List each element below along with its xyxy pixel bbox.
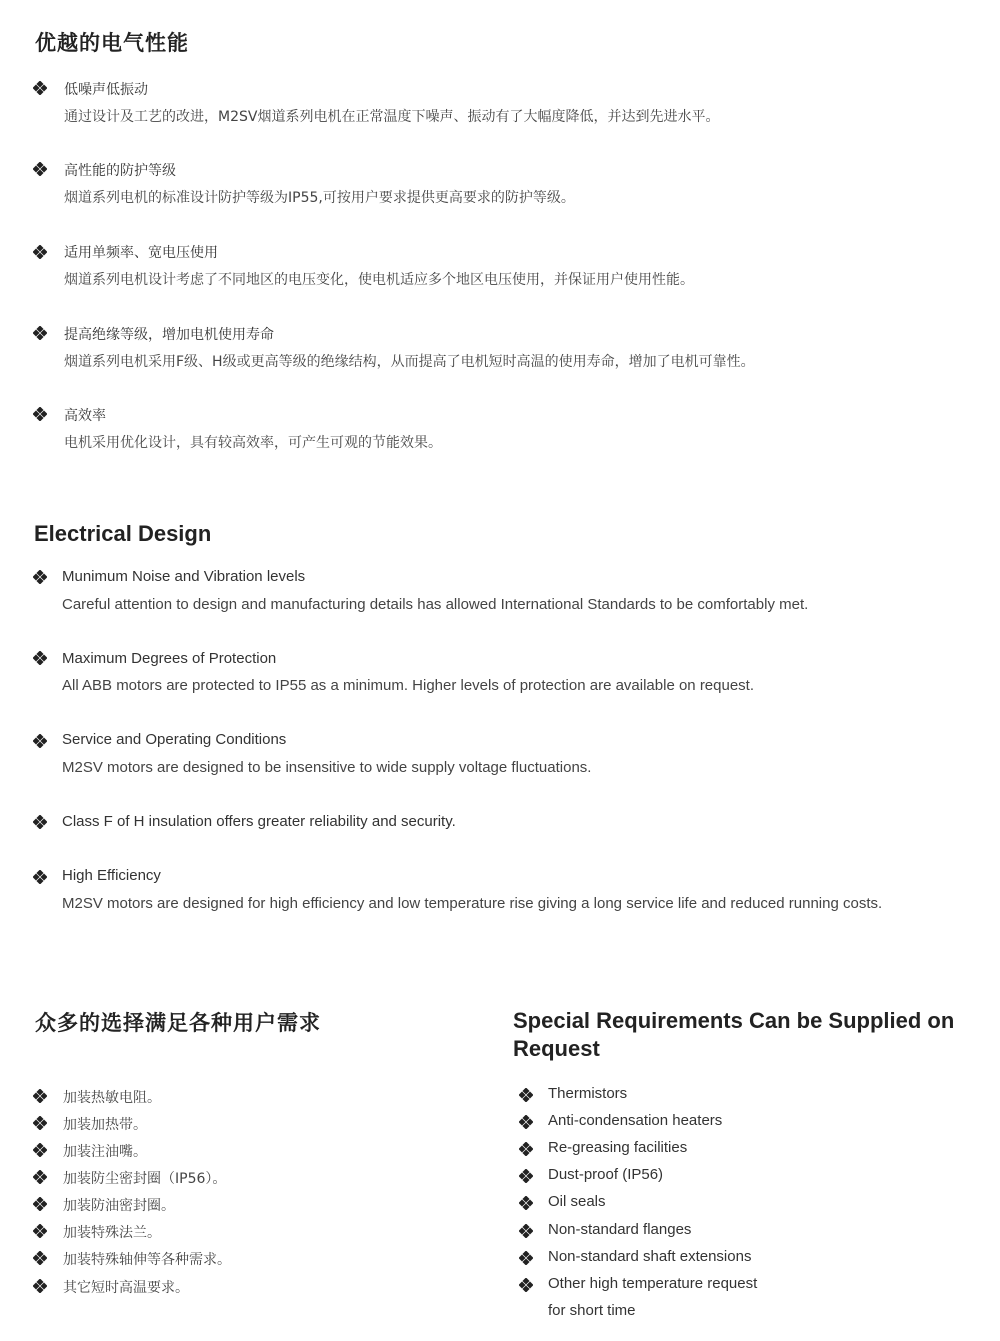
option-item: 加装加热带。 [63,1117,147,1133]
item-title: High Efficiency [62,867,161,884]
bullet-icon [519,1196,533,1210]
option-item: Anti-condensation heaters [548,1112,723,1129]
option-item: Non-standard flanges [548,1221,692,1238]
bullet-icon [33,570,47,584]
item-body: M2SV motors are designed to be insensitive to wide supply voltage fluctuations. [62,759,592,776]
bullet-icon [33,815,47,829]
bullet-icon [33,81,47,95]
option-item: Dust-proof (IP56) [548,1166,664,1183]
bullet-icon [33,870,47,884]
bullet-icon [519,1115,533,1129]
bullet-icon [519,1251,533,1265]
bullet-icon [33,1279,47,1293]
bullet-icon [519,1088,533,1102]
options-title-en-line1: Special Requirements Can be Supplied on [513,1008,955,1033]
bullet-icon [33,1089,47,1103]
item-title: Service and Operating Conditions [62,731,287,748]
item-title: Maximum Degrees of Protection [62,650,277,667]
bullet-icon [33,1251,47,1265]
bullet-icon [519,1142,533,1156]
bullet-icon [33,407,47,421]
item-title: 提高绝缘等级，增加电机使用寿命 [64,327,274,343]
option-item: Non-standard shaft extensions [548,1248,752,1265]
item-body: M2SV motors are designed for high efficiency and low temperature rise giving a long service life and reduced running costs. [62,895,883,912]
bullet-icon [33,1197,47,1211]
option-item: 加装特殊轴伸等各种需求。 [63,1252,231,1268]
option-item: Re-greasing facilities [548,1139,688,1156]
option-item: Thermistors [548,1085,628,1102]
item-title: 高效率 [64,408,106,424]
option-item: 加装特殊法兰。 [63,1225,161,1241]
bullet-icon [33,162,47,176]
option-item: 加装注油嘴。 [63,1144,147,1160]
bullet-icon [33,1116,47,1130]
option-item: 加装热敏电阻。 [63,1090,161,1106]
bullet-icon [33,326,47,340]
item-title: Munimum Noise and Vibration levels [62,568,306,585]
item-body: 烟道系列电机的标准设计防护等级为IP55,可按用户要求提供更高要求的防护等级。 [64,190,575,206]
bullet-icon [33,1143,47,1157]
item-title: 高性能的防护等级 [64,163,176,179]
option-item: 其它短时高温要求。 [63,1280,189,1296]
option-item: 加装防油密封圈。 [63,1198,175,1214]
item-title: 适用单频率、宽电压使用 [64,245,218,261]
item-body: Careful attention to design and manufacturing details has allowed International Standards to be comfortably met. [62,596,809,613]
option-item: Other high temperature request [548,1275,758,1292]
bullet-icon [33,1224,47,1238]
bullet-icon [519,1224,533,1238]
item-title: Class F of H insulation offers greater reliability and security. [62,813,456,830]
bullet-icon [33,1170,47,1184]
option-item: Oil seals [548,1193,606,1210]
bullet-icon [33,245,47,259]
options-title-cn: 众多的选择满足各种用户需求 [35,1011,321,1035]
bullet-icon [519,1278,533,1292]
item-body: All ABB motors are protected to IP55 as a minimum. Higher levels of protection are available on request. [62,677,755,694]
section-title-cn: 优越的电气性能 [35,31,189,55]
bullet-icon [519,1169,533,1183]
options-title-en-line2: Request [513,1036,600,1061]
item-title: 低噪声低振动 [64,82,148,98]
item-body: 电机采用优化设计，具有较高效率，可产生可观的节能效果。 [64,435,442,451]
option-item: 加装防尘密封圈（IP56）。 [63,1171,227,1187]
bullet-icon [33,651,47,665]
option-item-continuation: for short time [548,1302,636,1319]
section-title-en: Electrical Design [34,521,212,546]
item-body: 通过设计及工艺的改进，M2SV烟道系列电机在正常温度下噪声、振动有了大幅度降低，并达到先进水平。 [64,109,720,125]
item-body: 烟道系列电机采用F级、H级或更高等级的绝缘结构，从而提高了电机短时高温的使用寿命，增加了电机可靠性。 [64,354,755,370]
item-body: 烟道系列电机设计考虑了不同地区的电压变化，使电机适应多个地区电压使用，并保证用户使用性能。 [64,272,694,288]
bullet-icon [33,734,47,748]
